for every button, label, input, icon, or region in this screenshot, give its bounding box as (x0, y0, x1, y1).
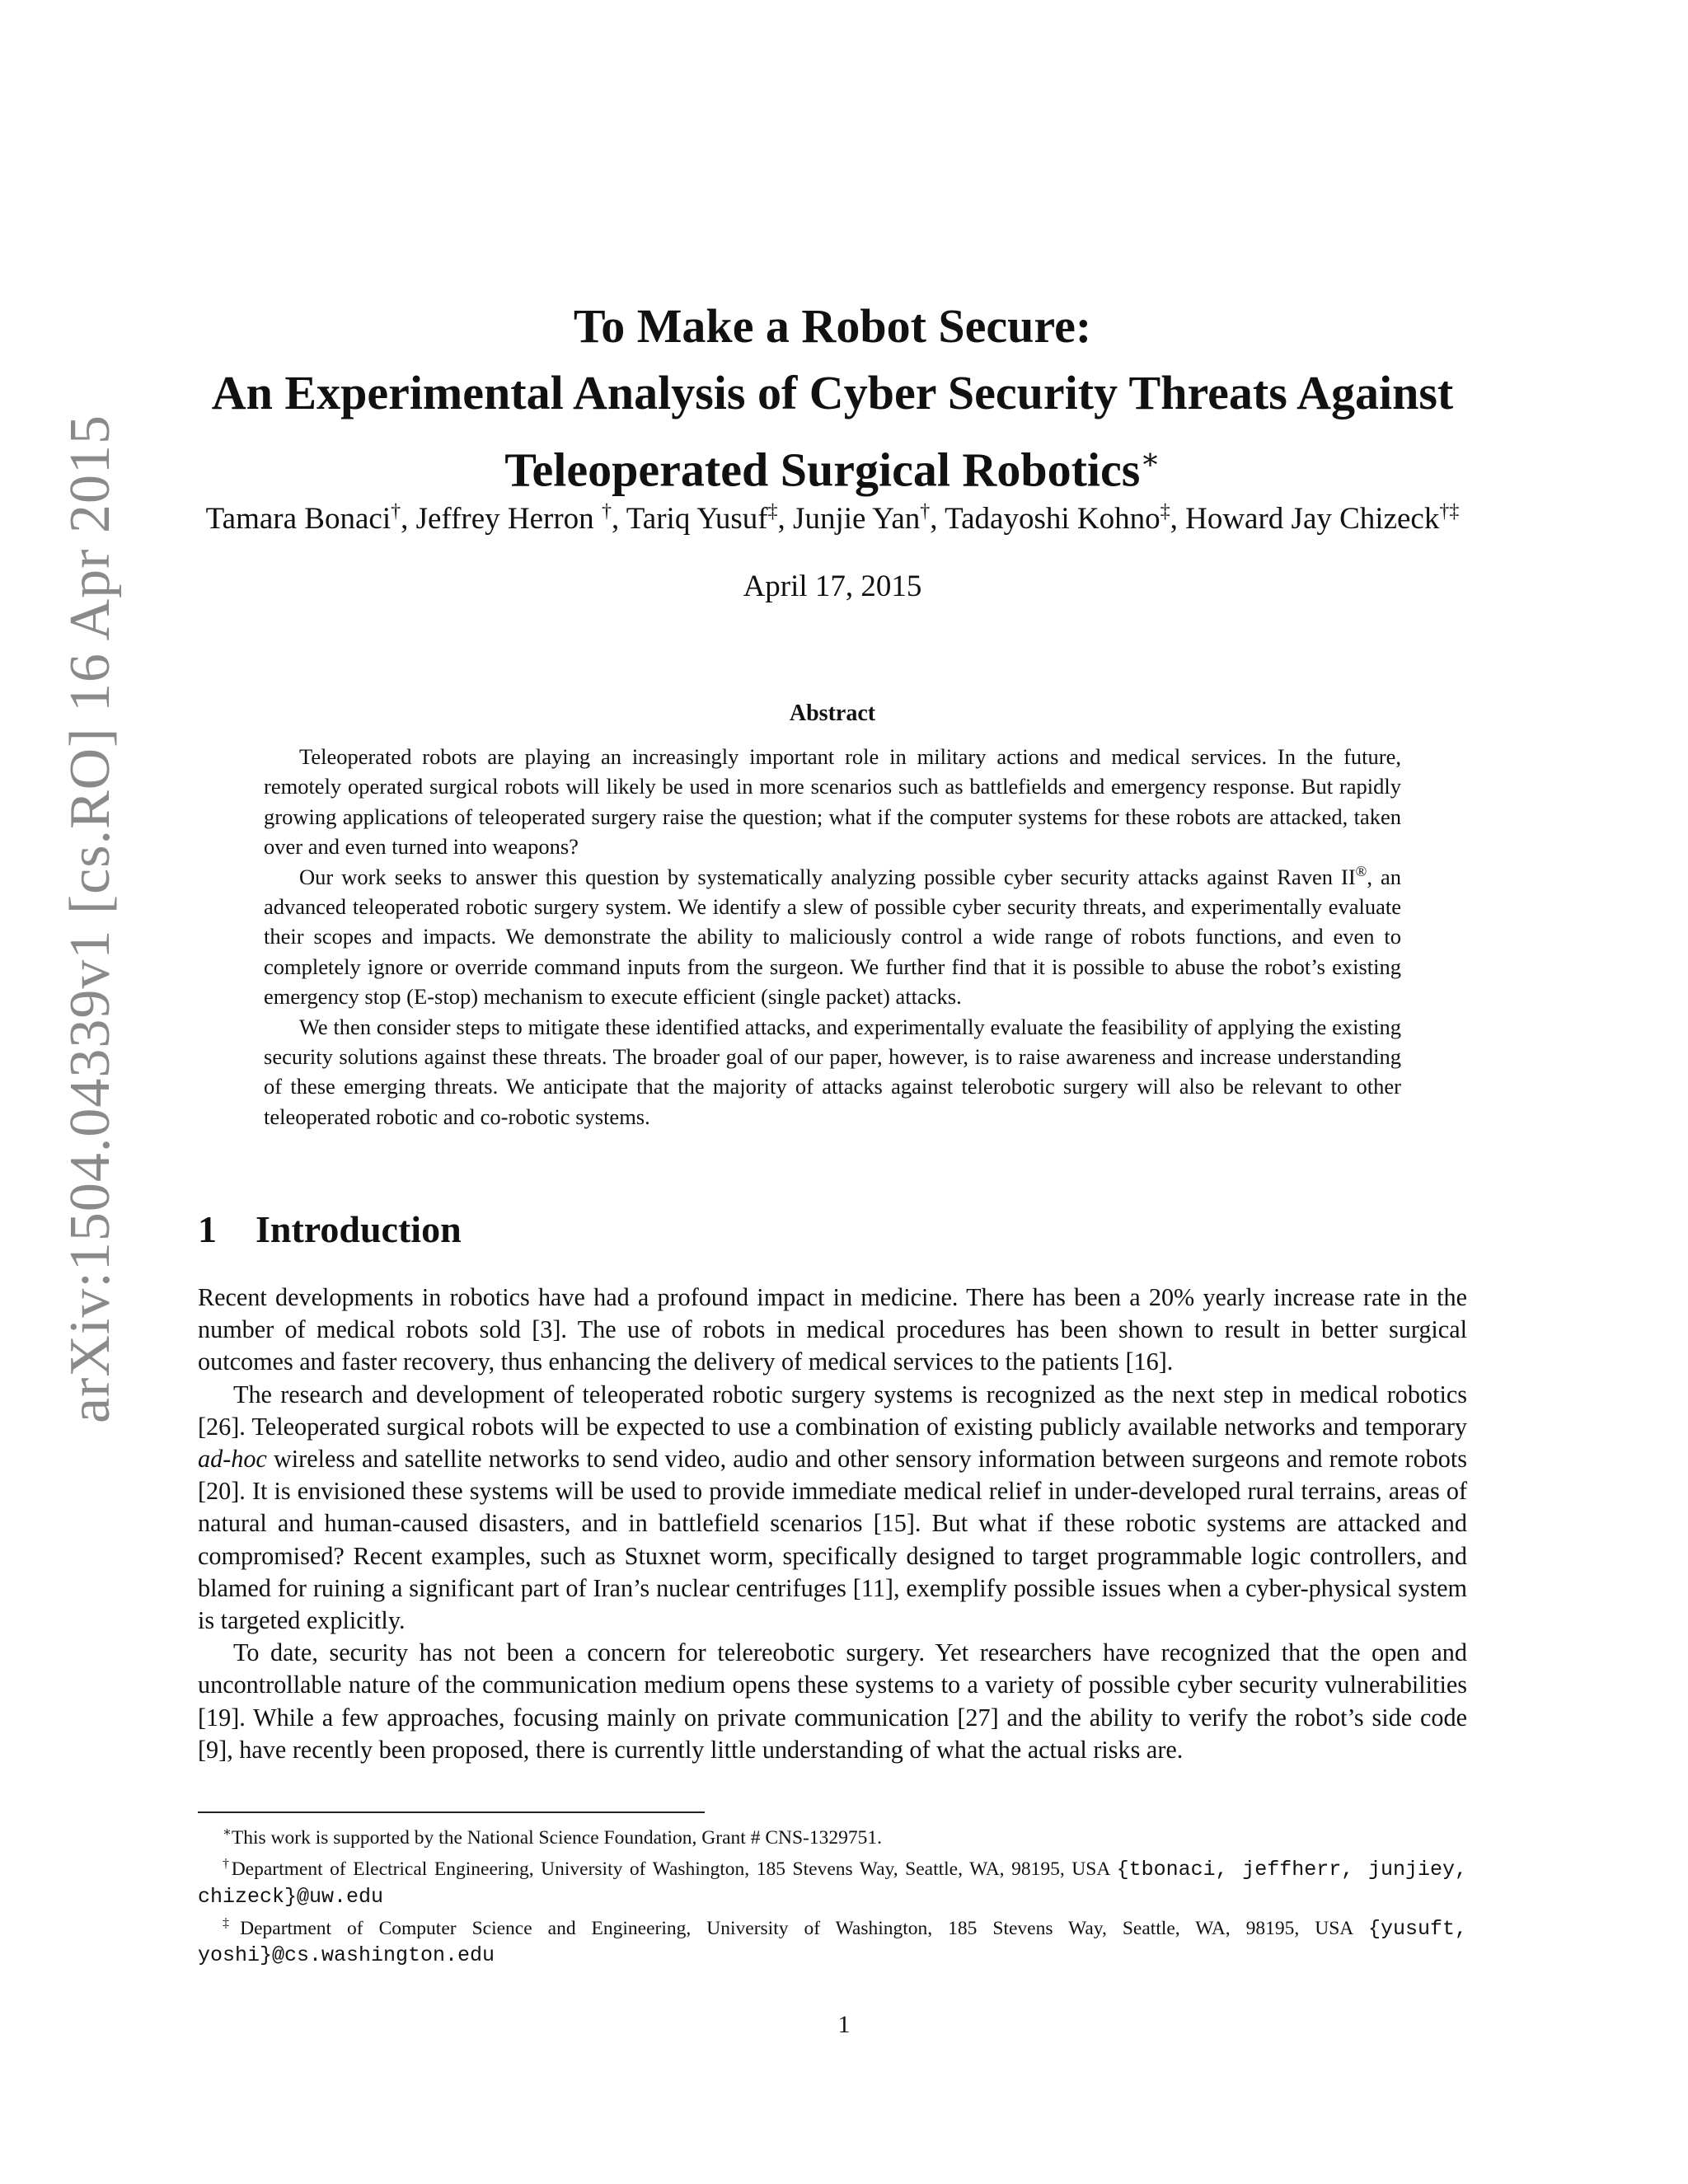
body-paragraph-3: To date, security has not been a concern for telereobotic surgery. Yet researchers have recognized that the open and uncontrollable nature of the communication medium opens these systems to a variety of possible cyber security vulnerabilities [19]. While a few approaches, focusing mainly on private communication [27] and the ability to verify the robot’s side code [9], have recently been proposed, there is currently little understanding of what the actual risks are. (198, 1638, 1467, 1764)
paper-title (198, 293, 1467, 503)
footnote-funding: ∗This work is supported by the National Science Foundation, Grant # CNS-1329751. (223, 1825, 882, 1849)
author: Jeffrey Herron †, (415, 501, 626, 537)
abstract-paragraph-3: We then consider steps to mitigate these identified attacks, and experimentally evaluate the feasibility of applying the existing security solutions against these threats. The broader goal of our paper, however, is to raise awareness and increase understanding of these emerging threats. We anticipate that the majority of attacks against telerobotic surgery will also be relevant to other teleoperated robotic and co-robotic systems. (264, 1014, 1401, 1129)
title-line-3-text: Teleoperated Surgical Robotics (504, 443, 1141, 497)
footnotes (198, 1820, 1467, 1969)
emphasis-ad-hoc: ad-hoc (198, 1445, 267, 1474)
footnote-affiliation-cse: ‡Department of Computer Science and Engineering, University of Washington, 185 Stevens Way, Seattle, WA, 98195, USA {yusuft, yoshi}@cs.washington.edu (198, 1915, 1468, 1968)
abstract-paragraph-1: Teleoperated robots are playing an increasingly important role in military actions and medical services. In the future, remotely operated surgical robots will likely be used in more scenarios such as battlefields and emergency response. But rapidly growing applications of teleoperated surgery raise the question; what if the computer systems for these robots are attacked, taken over and even turned into weapons? (264, 744, 1401, 860)
body-paragraph-2: The research and development of teleoperated robotic surgery systems is recognized as the next step in medical robotics [26]. Teleoperated surgical robots will be expected to use a combination of existing publicly available networks and temporary ad-hoc wireless and satellite networks to send video, audio and other sensory information between surgeons and remote robots [20]. It is envisioned these systems will be used to provide immediate medical relief in under-developed rural terrains, areas of natural and human-caused disasters, and in battlefield scenarios [15]. But what if these robotic systems are attacked and compromised? Recent examples, such as Stuxnet worm, specifically designed to target programmable logic controllers, and blamed for ruining a significant part of Iran’s nuclear centrifuges [11], exemplify possible issues when a cyber-physical system is targeted explicitly. (198, 1380, 1467, 1635)
author: Tariq Yusuf‡, (626, 501, 794, 537)
email-uw: {tbonaci, jeffherr, junjiey, chizeck}@uw.edu (198, 1857, 1467, 1909)
title-line-1: To Make a Robot Secure: (573, 299, 1092, 353)
registered-mark: ® (1355, 862, 1367, 879)
abstract-paragraph-2: Our work seeks to answer this question by systematically analyzing possible cyber security attacks against Raven II®, an advanced teleoperated robotic surgery system. We identify a slew of possible cyber security threats, and experimentally evaluate their scopes and impacts. We demonstrate the ability to maliciously control a wide range of robots functions, and even to completely ignore or override command inputs from the surgeon. We further find that it is possible to abuse the robot’s existing emergency stop (E-stop) mechanism to execute efficient (single packet) attacks. (264, 862, 1402, 1010)
page-number: 1 (837, 2011, 851, 2038)
section-number: 1 (198, 1208, 217, 1250)
author: Tamara Bonaci†, (205, 501, 416, 537)
footnote-divider (198, 1811, 705, 1813)
publication-date: April 17, 2015 (743, 569, 922, 603)
author: Howard Jay Chizeck†‡ (1185, 501, 1460, 537)
abstract-heading: Abstract (789, 701, 876, 726)
title-line-3 (198, 426, 1467, 503)
title-line-2: An Experimental Analysis of Cyber Security Threats Against (211, 366, 1454, 419)
author-list (198, 501, 1467, 537)
email-cs-uw: {yusuft, yoshi}@cs.washington.edu (198, 1916, 1468, 1968)
body-paragraph-1: Recent developments in robotics have had a profound impact in medicine. There has been a 20% yearly increase rate in the number of medical robots sold [3]. The use of robots in medical procedures has been shown to result in better surgical outcomes and faster recovery, thus enhancing the delivery of medical services to the patients [16]. (198, 1283, 1467, 1376)
title-footnote-mark: ∗ (1140, 443, 1160, 476)
introduction-body (198, 1282, 1467, 1766)
author: Tadayoshi Kohno‡, (945, 501, 1186, 537)
section-title: Introduction (256, 1208, 462, 1250)
footnote-affiliation-ee: †Department of Electrical Engineering, University of Washington, 185 Stevens Way, Seattle, WA, 98195, USA {tbonaci, jeffherr, junjiey, chizeck}@uw.edu (198, 1856, 1467, 1909)
section-heading-introduction (198, 1207, 462, 1251)
arxiv-identifier-stamp: arXiv:1504.04339v1 [cs.RO] 16 Apr 2015 (59, 414, 122, 1424)
author: Junjie Yan†, (793, 501, 945, 537)
abstract-body (264, 742, 1401, 1132)
